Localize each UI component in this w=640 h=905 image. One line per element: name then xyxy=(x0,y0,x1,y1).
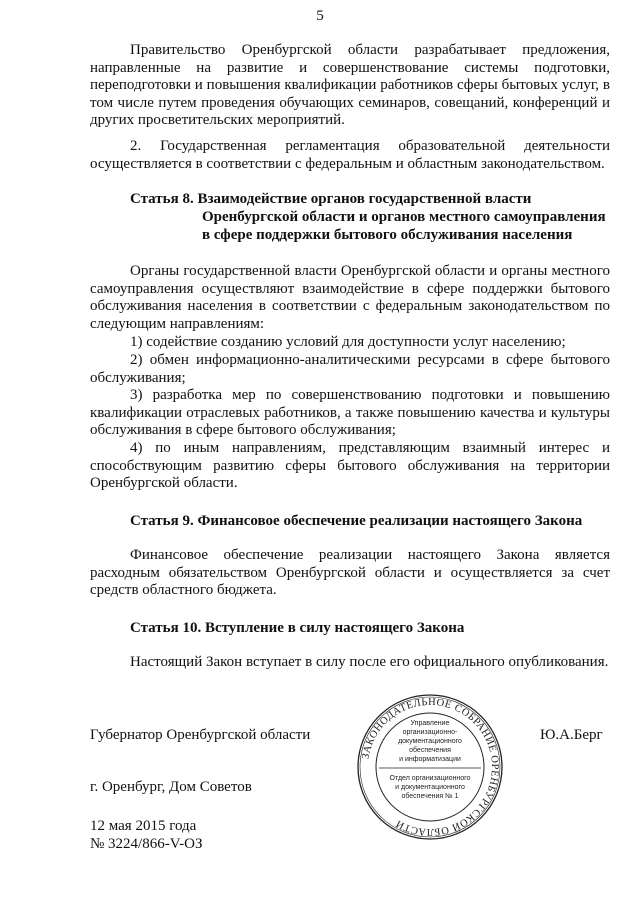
svg-text:и информатизации: и информатизации xyxy=(399,756,461,763)
article-8-item-1: 1) содействие созданию условий для доступности услуг населению; xyxy=(130,334,566,350)
svg-text:ЗАКОНОДАТЕЛЬНОЕ СОБРАНИЕ ОРЕНБ: ЗАКОНОДАТЕЛЬНОЕ СОБРАНИЕ ОРЕНБУРГСКОЙ ОБЛАСТИ xyxy=(360,696,501,838)
article-8-heading-line-3: в сфере поддержки бытового обслуживания населения xyxy=(202,227,573,243)
signing-place: г. Оренбург, Дом Советов xyxy=(90,779,252,795)
page-number: 5 xyxy=(316,8,324,24)
paragraph-training: Правительство Оренбургской области разрабатывает предложения, направленные на развитие и совершенствование системы подготовки, переподготовки и повышения квалификации работников сферы бытовых услуг, в том числе путем проведения обучающих семинаров, совещаний, конференций и других просветительских мероприятий. xyxy=(90,42,610,129)
law-date: 12 мая 2015 года xyxy=(90,818,197,834)
law-number: № 3224/866-V-ОЗ xyxy=(90,836,203,852)
paragraph-regulation: 2. Государственная регламентация образовательной деятельности осуществляется в соответствии с федеральным и областным законодательством. xyxy=(90,138,610,172)
article-8-heading-line-2: Оренбургской области и органов местного самоуправления xyxy=(202,209,606,225)
svg-text:документационного: документационного xyxy=(398,738,462,745)
article-10-heading: Статья 10. Вступление в силу настоящего Закона xyxy=(130,620,465,636)
article-8-item-4: 4) по иным направлениям, представляющим взаимный интерес и способствующим развитию сферы бытового обслуживания на территории Оренбургской области. xyxy=(90,440,610,492)
article-8-heading-line-1: Статья 8. Взаимодействие органов государственной власти xyxy=(130,191,532,207)
governor-name: Ю.А.Берг xyxy=(540,727,603,743)
article-10-text: Настоящий Закон вступает в силу после его официального опубликования. xyxy=(130,654,609,670)
svg-text:обеспечения № 1: обеспечения № 1 xyxy=(401,793,459,800)
svg-text:Управление: Управление xyxy=(410,720,450,727)
svg-text:обеспечения: обеспечения xyxy=(409,747,451,754)
article-8-intro: Органы государственной власти Оренбургской области и органы местного самоуправления осуществляют взаимодействие в сфере поддержки бытового обслуживания населения в соответствии с федеральным законодательством по следующим направлениям: xyxy=(90,263,610,332)
article-9-text: Финансовое обеспечение реализации настоящего Закона является расходным обязательством Оренбургской области и осуществляется за счет средств областного бюджета. xyxy=(90,547,610,599)
official-seal xyxy=(355,692,505,842)
article-8-item-2: 2) обмен информационно-аналитическими ресурсами в сфере бытового обслуживания; xyxy=(90,352,610,386)
svg-text:Отдел организационного: Отдел организационного xyxy=(389,775,471,782)
svg-text:организационно-: организационно- xyxy=(402,729,458,736)
governor-title: Губернатор Оренбургской области xyxy=(90,727,311,743)
svg-text:и документационного: и документационного xyxy=(395,784,465,791)
article-9-heading: Статья 9. Финансовое обеспечение реализации настоящего Закона xyxy=(130,513,583,529)
article-8-item-3: 3) разработка мер по совершенствованию подготовки и повышению квалификации отраслевых работников, а также повышению качества и культуры обслуживания в сфере бытового обслуживания; xyxy=(90,387,610,439)
